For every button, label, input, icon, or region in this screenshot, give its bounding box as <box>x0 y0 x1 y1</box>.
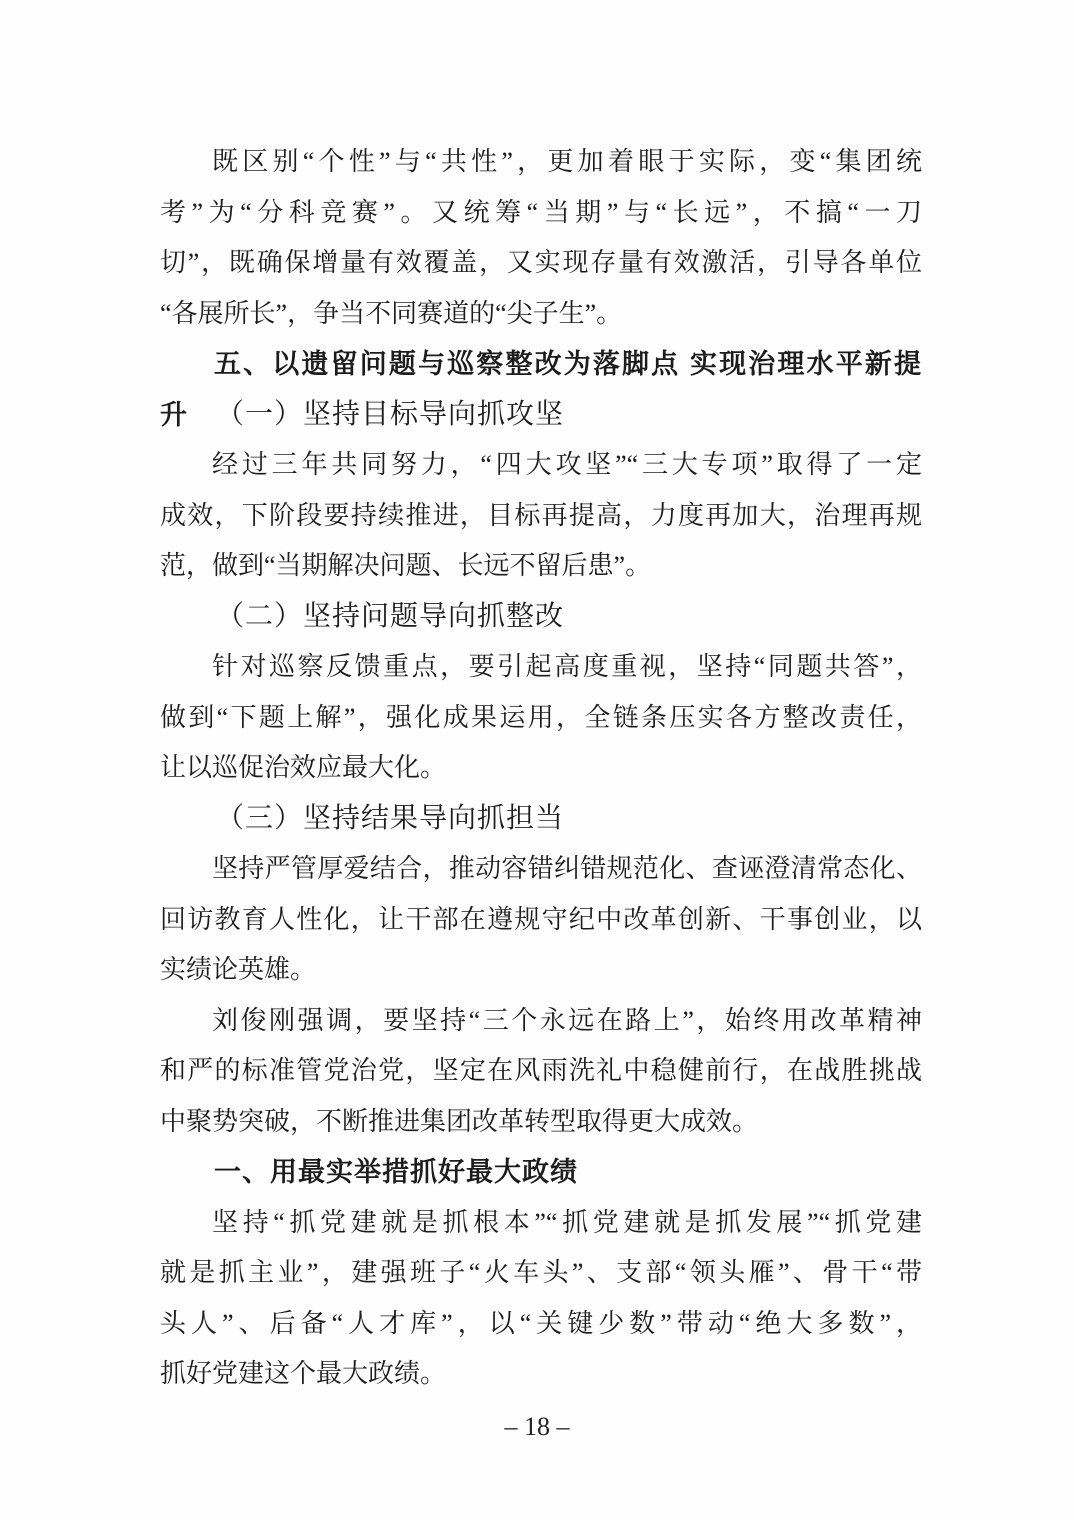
body-text-line: 让以巡促治效应最大化。 <box>160 753 447 782</box>
body-text-line: 抓好党建这个最大政绩。 <box>160 1359 447 1388</box>
body-text-line: “各展所长”，争当不同赛道的“尖子生”。 <box>160 298 623 328</box>
body-text-line: 头人”、后备“人才库”，以“关键少数”带动“绝大多数”， <box>160 1308 922 1338</box>
body-text-line: 回访教育人性化，让干部在遵规守纪中改革创新、干事创业，以 <box>160 904 922 934</box>
body-text-line: 针对巡察反馈重点，要引起高度重视，坚持“同题共答”， <box>212 652 922 681</box>
section-heading: 一、用最实举措抓好最大政绩 <box>214 1157 578 1187</box>
body-text-line: 就是抓主业”，建强班子“火车头”、支部“领头雁”、骨干“带 <box>160 1258 922 1287</box>
body-text-line: 范，做到“当期解决问题、长远不留后患”。 <box>160 551 652 580</box>
body-text-line: 刘俊刚强调，要坚持“三个永远在路上”，始终用改革精神 <box>212 1005 922 1035</box>
section-heading: 五、以遗留问题与巡察整改为落脚点 实现治理水平新提升 <box>160 349 922 430</box>
body-text-line: 实绩论英雄。 <box>160 955 317 984</box>
body-text-line: 考”为“分科竞赛”。又统筹“当期”与“长远”，不搞“一刀 <box>160 197 922 227</box>
page-number: – 18 – <box>504 1412 570 1441</box>
subsection-heading: （三）坚持结果导向抓担当 <box>216 802 565 834</box>
body-text-line: 做到“下题上解”，强化成果运用，全链条压实各方整改责任， <box>160 702 922 732</box>
body-text-line: 中聚势突破，不断推进集团改革转型取得更大成效。 <box>160 1106 759 1136</box>
body-text-line: 成效，下阶段要持续推进，目标再提高，力度再加大，治理再规 <box>160 500 922 530</box>
body-text-line: 坚持“抓党建就是抓根本”“抓党建就是抓发展”“抓党建 <box>212 1207 922 1237</box>
body-text-line: 坚持严管厚爱结合，推动容错纠错规范化、查诬澄清常态化、 <box>212 854 922 883</box>
body-text-line: 经过三年共同努力，“四大攻坚”“三大专项”取得了一定 <box>212 450 922 479</box>
body-text-line: 切”，既确保增量有效覆盖，又实现存量有效激活，引导各单位 <box>160 248 922 277</box>
body-text-line: 和严的标准管党治党，坚定在风雨洗礼中稳健前行，在战胜挑战 <box>160 1056 922 1085</box>
subsection-heading: （二）坚持问题导向抓整改 <box>216 600 565 632</box>
body-text-line: 既区别“个性”与“共性”，更加着眼于实际，变“集团统 <box>212 147 922 176</box>
subsection-heading: （一）坚持目标导向抓攻坚 <box>216 398 565 430</box>
